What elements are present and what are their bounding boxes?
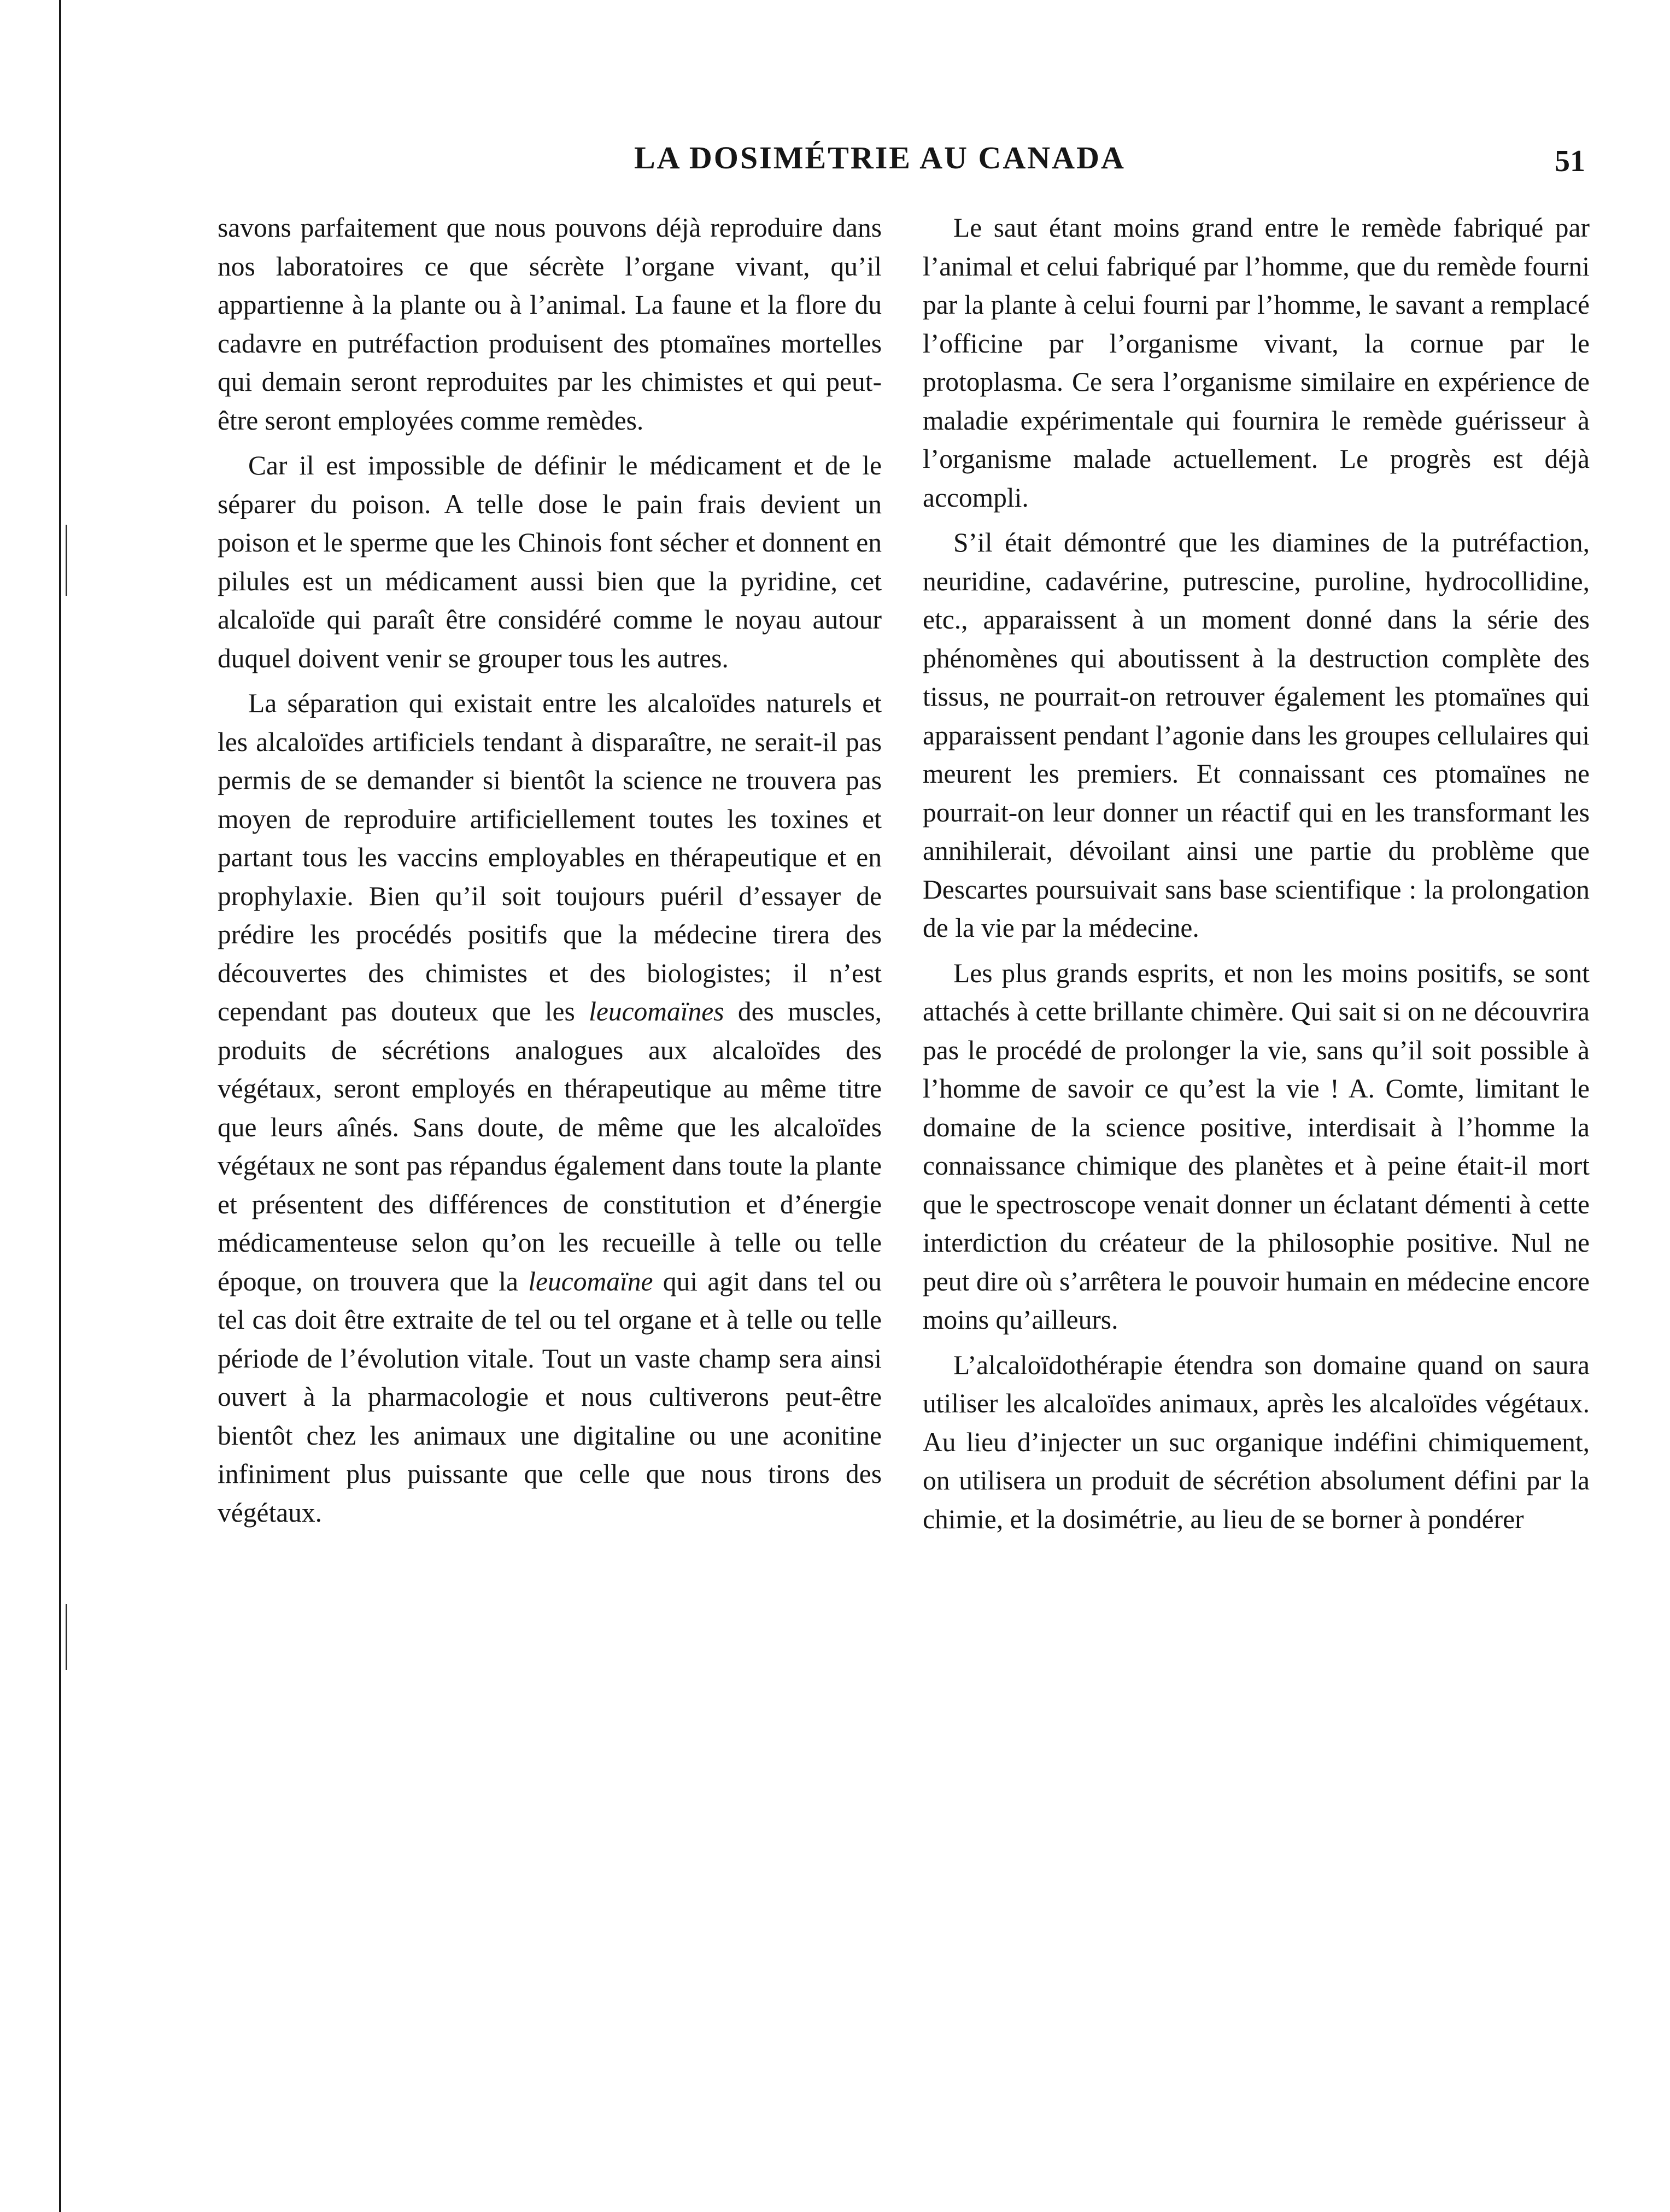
paragraph: L’alcaloïdothérapie étendra son domaine quand on saura utiliser les alcaloïdes animaux, après les alcaloïdes végétaux. Au lieu d’injecter un suc organique indéfini chimiquement, on utilisera un produit de sécrétion absolument défini par la chimie, et la dosimétrie, au lieu de se borner à pondérer	[923, 1350, 1590, 1534]
paragraph: Les plus grands esprits, et non les moins positifs, se sont attachés à cette brillante chimère. Qui sait si on ne découvrira pas le procédé de prolonger la vie, sans qu’il soit possible à l’homme de savoir ce qu’est la vie ! A. Comte, limitant le domaine de la science positive, interdisait à l’homme la connaissance chimique des planètes et à peine était-il mort que le spectroscope venait donner un éclatant démenti à cette interdiction du créateur de la philosophie positive. Nul ne peut dire où s’arrêtera le pouvoir humain en médecine encore moins qu’ailleurs.	[923, 958, 1590, 1335]
paragraph: Car il est impossible de définir le médicament et de le séparer du poison. A telle dose le pain frais devient un poison et le sperme que les Chinois font sécher et donnent en pilules est un médicament aussi bien que la pyridine, cet alcaloïde qui paraît être considéré comme le noyau autour duquel doivent venir se grouper tous les autres.	[218, 450, 882, 673]
left-column	[218, 209, 882, 1532]
paragraph	[218, 684, 882, 1532]
right-column	[923, 209, 1590, 1539]
paragraph-text: qui agit dans tel ou tel cas doit être extraite de tel ou tel organe et à telle ou telle période de l’évolution vitale. Tout un vaste champ sera ainsi ouvert à la pharmacologie et nous cultiverons peut-être bientôt chez les animaux une digitaline ou une aconitine infiniment plus puissante que celle que nous tirons des végétaux.	[218, 1266, 882, 1528]
italic-term: leucomaïne	[528, 1266, 653, 1296]
paragraph: S’il était démontré que les diamines de la putréfaction, neuridine, cadavérine, putrescine, puroline, hydrocollidine, etc., apparaissent à un moment donné dans la série des phénomènes qui aboutissent à la destruction complète des tissus, ne pourrait-on retrouver également les ptomaïnes qui apparaissent pendant l’agonie dans les groupes cellulaires qui meurent les premiers. Et connaissant ces ptomaïnes ne pourrait-on leur donner un réactif qui en les transformant les annihilerait, dévoilant ainsi une partie du problème que Descartes poursuivait sans base scientifique : la prolongation de la vie par la médecine.	[923, 527, 1590, 943]
page-number: 51	[1555, 144, 1585, 178]
paragraph: Le saut étant moins grand entre le remède fabriqué par l’animal et celui fabriqué par l’homme, que du remède fourni par la plante à celui fourni par l’homme, le savant a remplacé l’officine par l’organisme vivant, la cornue par le protoplasma. Ce sera l’organisme similaire en expérience de maladie expérimentale qui fournira le remède guérisseur à l’organisme malade actuellement. Le progrès est déjà accompli.	[923, 213, 1590, 513]
running-title: LA DOSIMÉTRIE AU CANADA	[634, 140, 1126, 175]
italic-term: leucomaïnes	[589, 996, 724, 1026]
page-header	[634, 139, 1585, 183]
edge-mark	[66, 1604, 67, 1670]
paragraph-text: des muscles, produits de sécrétions analogues aux alcaloïdes des végétaux, seront employés en thérapeutique au même titre que leurs aînés. Sans doute, de même que les alcaloïdes végétaux ne sont pas répandus également dans toute la plante et présentent des différences de constitution et d’énergie médicamenteuse selon qu’on les recueille à telle ou telle époque, on trouvera que la	[218, 996, 882, 1296]
binding-edge-rule	[59, 0, 61, 2212]
paragraph-text: La séparation qui existait entre les alcaloïdes naturels et les alcaloïdes artificiels tendant à disparaître, ne serait-il pas permis de se demander si bientôt la science ne trouvera pas moyen de reproduire artificiellement toutes les toxines et partant tous les vaccins employables en thérapeutique et en prophylaxie. Bien qu’il soit toujours puéril d’essayer de prédire les procédés positifs que la médecine tirera des découvertes des chimistes et des biologistes; il n’est cependant pas douteux que les	[218, 688, 882, 1026]
paragraph: savons parfaitement que nous pouvons déjà reproduire dans nos laboratoires ce que sécrète l’organe vivant, qu’il appartienne à la plante ou à l’animal. La faune et la flore du cadavre en putréfaction produisent des ptomaïnes mortelles qui demain seront reproduites par les chimistes et qui peut-être seront employées comme remèdes.	[218, 213, 882, 436]
edge-mark	[66, 525, 67, 596]
